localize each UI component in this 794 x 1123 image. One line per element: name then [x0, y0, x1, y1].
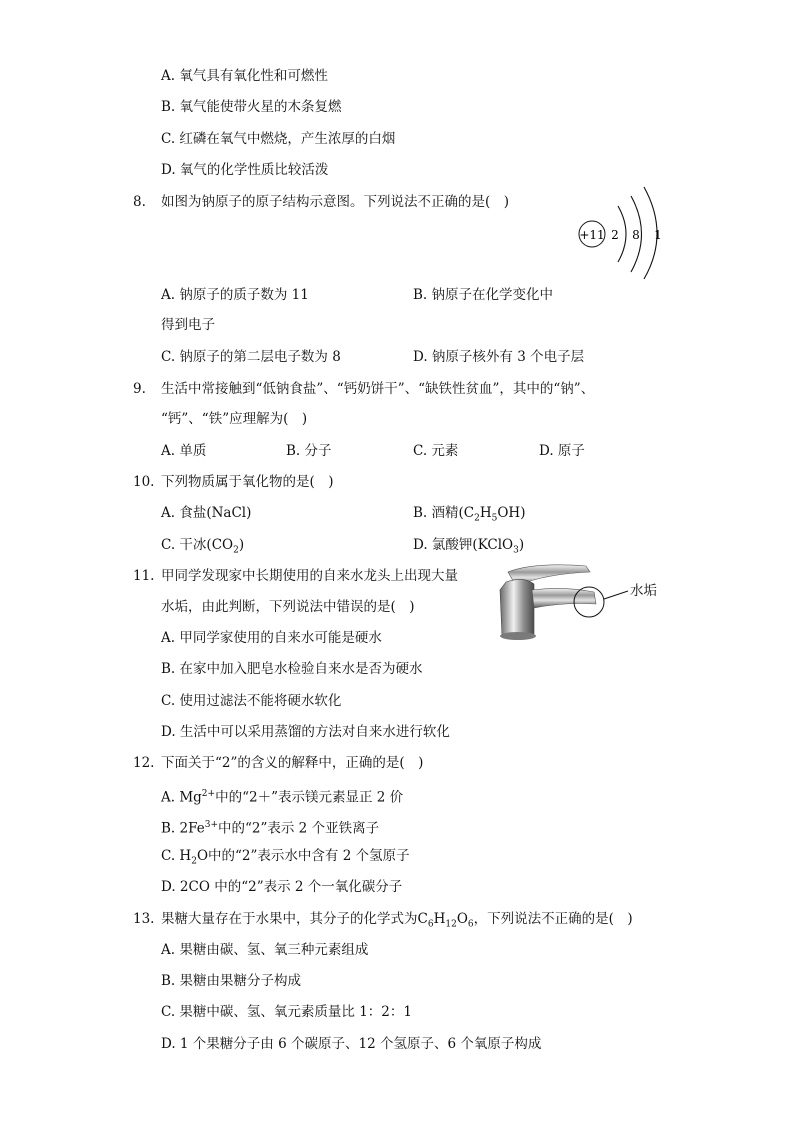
sodium-atom-diagram: [572, 184, 672, 280]
q13-option-d: D. 1 个果糖分子由 6 个碳原子、12 个氢原子、6 个氧原子构成: [161, 1036, 542, 1052]
q13-number: 13.: [133, 911, 155, 927]
q9-option-c: C. 元素: [413, 443, 459, 459]
q8-option-a: A. 钠原子的质子数为 11: [161, 287, 309, 303]
q10-option-b: B. 酒精$(C_2H_5OH)$: [413, 505, 526, 524]
q11-stem-line1: 甲同学发现家中长期使用的自来水龙头上出现大量: [161, 568, 458, 584]
q12-number: 12.: [133, 755, 155, 771]
q8-option-d: D. 钠原子核外有 3 个电子层: [413, 349, 585, 365]
q8-option-c: C. 钠原子的第二层电子数为 8: [161, 349, 341, 365]
q12-option-a: A. $Mg^{2+}$中的“2＋”表示镁元素显正 2 价: [161, 789, 404, 806]
q12-stem: 下面关于“2”的含义的解释中，正确的是( ): [161, 755, 424, 771]
q7-option-b: B. 氧气能使带火星的木条复燃: [161, 99, 342, 115]
q9-number: 9.: [133, 381, 146, 397]
q12-option-b: B. $2Fe^{3+}$中的“2”表示 2 个亚铁离子: [161, 820, 380, 837]
q10-number: 10.: [133, 474, 155, 490]
q13-option-b: B. 果糖由果糖分子构成: [161, 973, 302, 989]
q11-option-d: D. 生活中可以采用蒸馏的方法对自来水进行软化: [161, 724, 450, 740]
q11-option-b: B. 在家中加入肥皂水检验自来水是否为硬水: [161, 661, 423, 677]
q11-option-a: A. 甲同学家使用的自来水可能是硬水: [161, 630, 382, 646]
q8-stem: 如图为钠原子的原子结构示意图。下列说法不正确的是( ): [161, 194, 510, 210]
q9-stem-line1: 生活中常接触到“低钠食盐”、“钙奶饼干”、“缺铁性贫血”，其中的“钠”、: [161, 381, 595, 397]
q7-option-a: A. 氧气具有氧化性和可燃性: [161, 68, 328, 84]
nucleus-charge: +11: [579, 228, 605, 242]
q10-stem: 下列物质属于氧化物的是( ): [161, 474, 334, 490]
q9-option-d: D. 原子: [539, 443, 585, 459]
q7-option-d: D. 氧气的化学性质比较活泼: [161, 162, 329, 178]
q11-number: 11.: [133, 568, 155, 584]
q11-stem-line2: 水垢，由此判断，下列说法中错误的是( ): [161, 599, 415, 615]
q12-option-c: C. $H_2O$中的“2”表示水中含有 2 个氢原子: [161, 848, 410, 867]
q9-stem-line2: “钙”、“铁”应理解为( ): [161, 411, 308, 427]
shell-2-count: 8: [632, 228, 640, 242]
scale-label: 水垢: [630, 583, 657, 599]
q11-option-c: C. 使用过滤法不能将硬水软化: [161, 693, 342, 709]
q12-option-d: D. 2CO 中的“2”表示 2 个一氧化碳分子: [161, 879, 403, 895]
q10-option-a: A. 食盐(NaCl): [161, 505, 252, 521]
q8-option-b-continued: 得到电子: [161, 317, 215, 333]
shell-1-count: 2: [611, 228, 619, 242]
q8-number: 8.: [133, 194, 146, 210]
q9-option-a: A. 单质: [161, 443, 207, 459]
q13-stem: 果糖大量存在于水果中，其分子的化学式为$C_6H_{12}O_6$，下列说法不正确的是( ): [161, 911, 633, 930]
q10-option-c: C. 干冰$(CO_2)$: [161, 537, 245, 556]
q9-option-b: B. 分子: [286, 443, 332, 459]
q13-option-a: A. 果糖由碳、氢、氧三种元素组成: [161, 942, 369, 958]
q8-option-b: B. 钠原子在化学变化中: [413, 287, 554, 303]
q10-option-d: D. 氯酸钾(KClO$_3$): [413, 537, 525, 556]
q7-option-c: C. 红磷在氧气中燃烧，产生浓厚的白烟: [161, 131, 396, 147]
faucet-scale-image: [494, 560, 664, 642]
q13-option-c: C. 果糖中碳、氢、氧元素质量比 1：2：1: [161, 1004, 412, 1020]
shell-3-count: 1: [654, 228, 662, 242]
